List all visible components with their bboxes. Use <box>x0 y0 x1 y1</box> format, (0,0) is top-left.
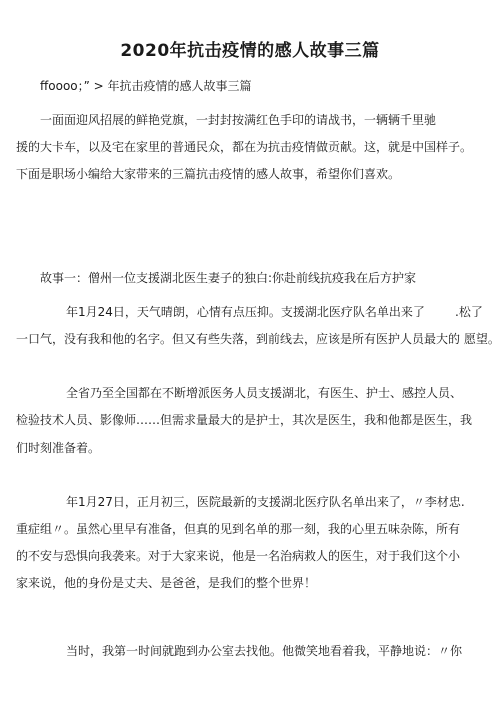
p4-line-1: 当时，我第一时间就跑到办公室去找他。他微笑地看着我，平静地说：〃你 <box>66 644 463 658</box>
p2-line-3: 们时刻准备着。 <box>16 441 101 455</box>
p1-line-1: 年1月24日，天气晴朗，心情有点压抑。支援湖北医疗队名单出来了 <box>66 305 425 319</box>
intro-line-1: 一面面迎风招展的鲜艳党旗，一封封按满红色手印的请战书，一辆辆千里驰 <box>40 113 437 127</box>
p1-line-2: 一口气，没有我和他的名字。但又有些失落，到前线去，应该是所有医护人员最大的 愿望。 <box>16 332 500 346</box>
intro-line-2: 援的大卡车，以及宅在家里的普通民众，都在为抗击疫情做贡献。这，就是中国样子。 <box>16 140 473 154</box>
intro-line-3: 下面是职场小编给大家带来的三篇抗击疫情的感人故事，希望你们喜欢。 <box>16 167 401 181</box>
story1-heading: 故事一：僧州一位支援湖北医生妻子的独白:你赴前线抗疫我在后方护家 <box>40 271 417 285</box>
p2-line-1: 全省乃至全国都在不断增派医务人员支援湖北，有医生、护士、感控人员、 <box>66 386 463 400</box>
p3-line-1: 年1月27日，正月初三，医院最新的支援湖北医疗队名单出来了，〃李材忠. <box>66 495 465 509</box>
p2-line-2: 检验技术人员、影像师……但需求量最大的是护士，其次是医生，我和他都是医生，我 <box>16 413 473 427</box>
p3-line-3: 的不安与恐惧向我袭来。对于大家来说，他是一名治病救人的医生，对于我们这个小 <box>16 549 461 563</box>
p3-line-2: 重症组〃。虽然心里早有准备，但真的见到名单的那一刻，我的心里五味杂陈，所有 <box>16 522 461 536</box>
p3-line-4: 家来说，他的身份是丈夫、是爸爸，是我们的整个世界！ <box>16 576 317 590</box>
breadcrumb: ffoooo；” > 年抗击疫情的感人故事三篇 <box>40 79 252 93</box>
document-title: 2020年抗击疫情的感人故事三篇 <box>120 41 380 61</box>
p1-line-1-end: .松了 <box>455 305 483 319</box>
